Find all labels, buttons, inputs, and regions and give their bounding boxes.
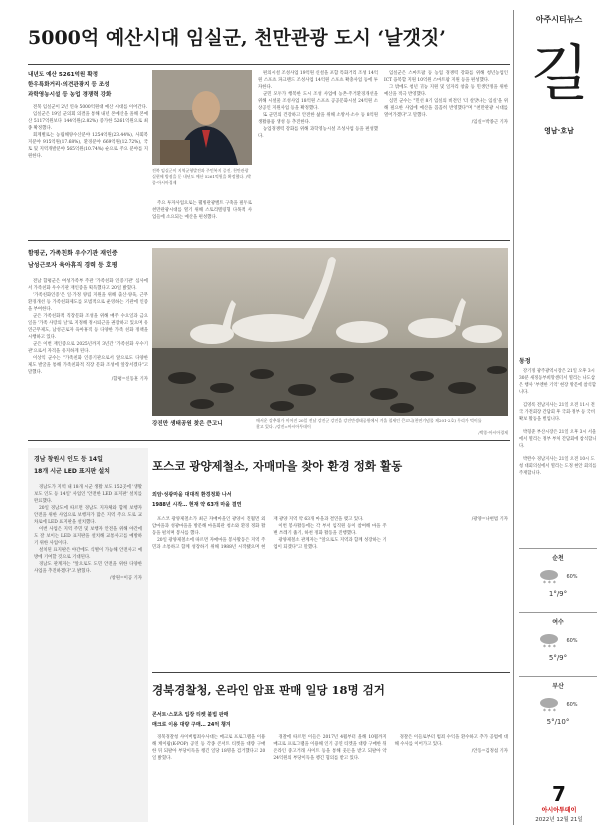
article2-subheads bbox=[28, 248, 148, 272]
article1-col4 bbox=[384, 70, 508, 230]
paragraph: 군민 모두가 행복한 도시 조성 사업에 농촌·주거환경개선을 위해 시설물 조성사업 18억원 스포츠 공공문화시설 24억원 소상공인 지원사업 등을 확정했다. bbox=[258, 92, 378, 111]
person-photo-icon bbox=[152, 70, 252, 165]
article4-body bbox=[152, 516, 508, 668]
article3-body bbox=[28, 478, 148, 808]
article1-subheads bbox=[28, 70, 148, 100]
paragraph: 그 밖에도 청년 귀농 지원 및 일자리 창출 등 민생안정을 위한 예산을 적극 반영했다. bbox=[384, 85, 508, 97]
article5-subheads bbox=[152, 710, 262, 730]
snow-cloud-icon bbox=[538, 632, 560, 650]
footer-paper: 아시아투데이 bbox=[541, 807, 577, 814]
paragraph: 이번 사업은 지역 주민 및 보행자 안전을 위해 야간에도 잘 보이는 LED 표지판을 설치해 교통사고를 예방하기 위한 사업이다. bbox=[34, 527, 142, 546]
weather-pct: 60% bbox=[566, 574, 578, 580]
paragraph: '가족친화인증'은 일·가정 양립 지원을 위해 출산·양육, 근무환경개선 등 가족친화제도를 모범적으로 운영하는 기관에 인증을 부여한다. bbox=[28, 293, 148, 312]
weather-busan bbox=[519, 676, 597, 726]
weather-temp: 5°/10° bbox=[546, 718, 570, 726]
weather-temp: 5°/9° bbox=[548, 654, 568, 662]
divider bbox=[152, 672, 510, 673]
paragraph: 광양제철소 관계자는 "앞으로도 지역과 함께 성장하는 기업이 되겠다"고 말했다. bbox=[273, 538, 387, 550]
swan-photo bbox=[152, 248, 508, 416]
divider bbox=[28, 240, 510, 241]
subhead: 함평군, 가족친화 우수기관 재인증 bbox=[28, 250, 118, 257]
snow-cloud-icon bbox=[538, 568, 560, 586]
masthead-big-char: 길 bbox=[531, 39, 589, 109]
subhead: 한우특화거리·의견관광지 등 조성 bbox=[28, 82, 110, 88]
paragraph: 주요 투자사업으로는 웰빙관광벨트 구축을 필두로 천만관광시대를 열기 위해 스토리텔링형 다목적 사업들에 소요되는 예산을 편성했다. bbox=[152, 201, 252, 220]
subhead: 1988년 시작… 현재 약 63개 마을 결연 bbox=[152, 502, 242, 508]
paragraph: 전남 함평군은 여성가족부 주관 '가족친화 인증기관' 심사에서 가족친화 우수기관 재인증을 획득했다고 20일 밝혔다. bbox=[28, 279, 148, 291]
weather-temp: 1°/9° bbox=[548, 590, 568, 598]
paragraph: 경찰은 이들로부터 범죄 수익을 환수하고 추가 공범에 대해 수사를 이어가고 있다. bbox=[394, 735, 508, 747]
photo2-title: 강진만 생태공원 찾은 큰고니 bbox=[152, 421, 223, 427]
paragraph: 경남도가 지역 내 18개 시군 생활 보도 152곳에 '생활 보도 인도 등 14일' 사업인 '안전한 LED 표지판' 설치를 완료했다. bbox=[34, 485, 142, 504]
article1-headline: 5000억 예산시대 임실군, 천만관광 도시 ‘날갯짓’ bbox=[28, 27, 446, 49]
weather-city: 여수 bbox=[552, 619, 564, 626]
photo2-caption: 매서운 강추위가 이어진 20일 전남 강진군 강진읍 강진만생태공원에서 겨울 철새인 큰고니(천연기념물 제201-2호) 무리가 먹이를 찾고 있다. /강진=아시아투데이 bbox=[256, 418, 482, 429]
byline: /광양=나현범 기자 bbox=[471, 517, 508, 522]
sidebar-item: 강기정 광주광역시장은 21일 오후 3시 30분 새정동부희망센터서 열리는 나도삼은 행사 '부엔한 기억' 현장 방문에 참석합니다. bbox=[519, 369, 596, 395]
article1-col3 bbox=[258, 70, 378, 236]
paragraph: 또 군민의 건강하고 안전한 삶을 위해 소방서·소수 등 8억원 생활용품 생성 등 추진한다. bbox=[258, 113, 378, 125]
weather-city: 순천 bbox=[552, 555, 564, 562]
snow-cloud-icon bbox=[538, 696, 560, 714]
weather-pct: 60% bbox=[566, 702, 578, 708]
svg-text:* * *: * * * bbox=[543, 580, 557, 586]
byline: /안동=김정섭 기자 bbox=[471, 749, 508, 754]
paragraph: 20일 광양제철소에 따르면 자매마을 봉사활동은 지역 주민과 소통하고 함께 성장하기 위해 1988년 시작됐으며 현재 광양 지역 약 63개 마을과 결연을 맺고 있다. bbox=[152, 517, 364, 550]
paragraph: 경북경찰청 사이버범죄수사대는 매크로 프로그램을 이용해 케이팝(K-POP) 공연 등 각종 콘서트 티켓을 대량 구매한 뒤 되팔아 부당이득을 챙긴 일당 18명을 검거했다고 20일 밝혔다. bbox=[152, 735, 266, 761]
weather-yeosu bbox=[519, 612, 597, 662]
subhead: 내년도 예산 5261억원 확정 bbox=[28, 72, 99, 78]
article4-headline: 포스코 광양제철소, 자매마을 찾아 환경 정화 활동 bbox=[152, 459, 403, 473]
paragraph: 군은 가족친화적 직장문화 조성을 위해 매주 수요일과 금요일을 '가족 사랑의 날'로 지정해 정시퇴근을 권장하고 있으며 유연근무제도, 남성근로자 육아휴직 등 다양한 가족 친화 정책을 시행하고 있다. bbox=[28, 314, 148, 340]
weather-pct: 60% bbox=[566, 638, 578, 644]
sidebar-item: 박완수 경남지사는 21일 오전 10시 도청 대회의실에서 열리는 도정 현안 회의를 주재합니다. bbox=[519, 457, 597, 476]
divider bbox=[28, 440, 510, 441]
page-number: 7 bbox=[552, 782, 566, 806]
paragraph: 농업경쟁력 강화를 위해 과학영농시설 조성사업 등을 편성했다. bbox=[258, 127, 378, 139]
sidebar-list bbox=[519, 368, 597, 477]
paragraph: 포스코 광양제철소가 최근 자매마을인 광양시 진월면 외암마을과 성광마을을 방문해 마을회관 청소와 환경 정화 활동을 펼치며 봉사를 했다. bbox=[152, 517, 266, 536]
paragraph: 심민 군수는 "민선 8기 임실의 비전인 '더 살맛나는 임실'을 위해 필요한 사업에 예산을 꼼꼼히 반영했다"며 "천만관광 시대를 열어가겠다"고 말했다. bbox=[384, 99, 508, 118]
paragraph: 경남도 관계자는 "앞으로도 도민 안전을 위한 다양한 사업을 추진하겠다"고 밝혔다. bbox=[34, 562, 142, 574]
subhead: 콘서트·스포츠 입장 티켓 불법 판매 bbox=[152, 712, 229, 718]
article5-headline: 경북경찰청, 온라인 암표 판매 일당 18명 검거 bbox=[152, 683, 385, 697]
paragraph: 경찰에 따르면 이들은 2017년 4월부터 올해 10월까지 매크로 프로그램을 이용해 인기 공연 티켓을 대량 구매한 뒤 온라인 중고거래 사이트 등을 통해 웃돈을 받고 되팔아 약 24억원의 부당이득을 챙긴 혐의를 받고 있다. bbox=[273, 735, 387, 761]
mayor-photo bbox=[152, 70, 252, 165]
svg-text:* * *: * * * bbox=[543, 708, 557, 714]
photo2-credit: /박종-아시아경제 bbox=[478, 430, 508, 435]
subhead: 18개 시군 LED 표지판 설치 bbox=[34, 468, 110, 475]
subhead: 경남 창원시 인도 등 14일 bbox=[34, 456, 103, 463]
paragraph: 이번 봉사활동에는 각 부서 임직원 등이 참여해 마을 주변 쓰레기 줍기, 하천 정화 활동을 진행했다. bbox=[273, 524, 387, 536]
article1-col1 bbox=[28, 104, 148, 234]
column-divider bbox=[513, 10, 514, 825]
article1-photo-caption: 전북 임실군이 지역균형발전과 주민복지 증진, 천만관광 실현에 방점을 둔 내년도 예산 5261억원을 확정했다. /박종-아시아경제 bbox=[152, 168, 251, 185]
swan-photo-image bbox=[152, 248, 508, 416]
paragraph: 임실군은 스마트팜 등 농업 경쟁력 강화를 위해 청년농업인 ICT 융복합 지원 10억원 스마트팜 지원 등을 편성했다. bbox=[384, 71, 508, 83]
paragraph: 임실군은 19일 군의회 의결을 통해 내년 본예산을 올해 본예산 5117억원보다 144억원(2.82%) 증가한 5261억원으로 최종 확정했다. bbox=[28, 112, 148, 131]
paragraph: 전북 임실군이 2년 연속 5000억원대 예산 시대를 이어간다. bbox=[33, 105, 148, 110]
divider bbox=[28, 64, 510, 65]
weather-suncheon bbox=[519, 548, 597, 598]
article4-subheads bbox=[152, 490, 252, 510]
subhead: 과학영농시설 등 농업 경쟁력 강화 bbox=[28, 92, 112, 98]
article5-body bbox=[152, 734, 508, 824]
sidebar-item: 박형준 부산시장은 21일 오후 3시 서울에서 열리는 정부 부처 간담회에 참석합니다. bbox=[519, 430, 597, 449]
footer-date: 2022년 12월 21일 bbox=[535, 817, 583, 823]
byline: /함평=신동훈 기자 bbox=[111, 377, 148, 382]
svg-text:* * *: * * * bbox=[543, 644, 557, 650]
article3-box bbox=[28, 448, 148, 822]
subhead: 남성근로자 육아휴직 경력 등 호평 bbox=[28, 262, 118, 269]
paragraph: 20일 경남도에 따르면 경남도 지자체와 함께 보행자 안전을 위한 사업으로 보행자가 많은 지역 주요 도로 교차로에 LED 표지판을 설치했다. bbox=[34, 506, 142, 525]
masthead-paper: 아주시티뉴스 bbox=[535, 15, 583, 24]
masthead-section: 영남·호남 bbox=[544, 127, 574, 135]
paragraph: 편의시설 조성사업 19억원 신설을 포함 특화거리 조성 14억원 스포츠 파크랜드 조성사업 14억원 스포츠 확충사업 등에 투자한다. bbox=[258, 71, 378, 90]
paragraph: 이상익 군수는 "가족친화 인증기관으로서 앞으로도 다양한 제도 발굴을 통해 가족친화적 직장 문화 조성에 앞장서겠다"고 말했다. bbox=[28, 356, 148, 375]
sidebar-label: 동정 bbox=[519, 358, 531, 365]
byline: /임실=박종근 기자 bbox=[471, 120, 508, 125]
subhead: 외암·성광마을 대대적 환경정화 나서 bbox=[152, 492, 232, 498]
byline: /창원=이공 기자 bbox=[109, 576, 142, 581]
subhead: 매크로 이용 대량 구매… 24억 챙겨 bbox=[152, 722, 231, 728]
article1-col2 bbox=[152, 200, 252, 236]
sidebar-item: 김영록 전남지사는 21일 오전 11시 전국 가전회장 간담회 후 국회·정부 등 국비 확보 활동을 벌입니다. bbox=[519, 403, 595, 422]
weather-city: 부산 bbox=[552, 683, 564, 690]
article2-body bbox=[28, 278, 148, 434]
paragraph: 설치된 표지판은 야간에도 식별이 가능해 안전사고 예방에 기여할 것으로 기대된다. bbox=[34, 548, 142, 560]
paragraph: 군은 이번 재인증으로 2025년까지 3년간 '가족친화 우수기관'으로서 자격을 유지하게 된다. bbox=[28, 342, 148, 354]
right-column bbox=[515, 0, 600, 828]
paragraph: 회계별로는 농림해양수산분야 1254억원(23.44%), 사회복지분야 915억원(17.68%), 환경분야 669억원(12.72%), 국토 및 지역개발분야 565억원(10.74%) 순으로 주요 분야를 지원한다. bbox=[28, 133, 148, 159]
